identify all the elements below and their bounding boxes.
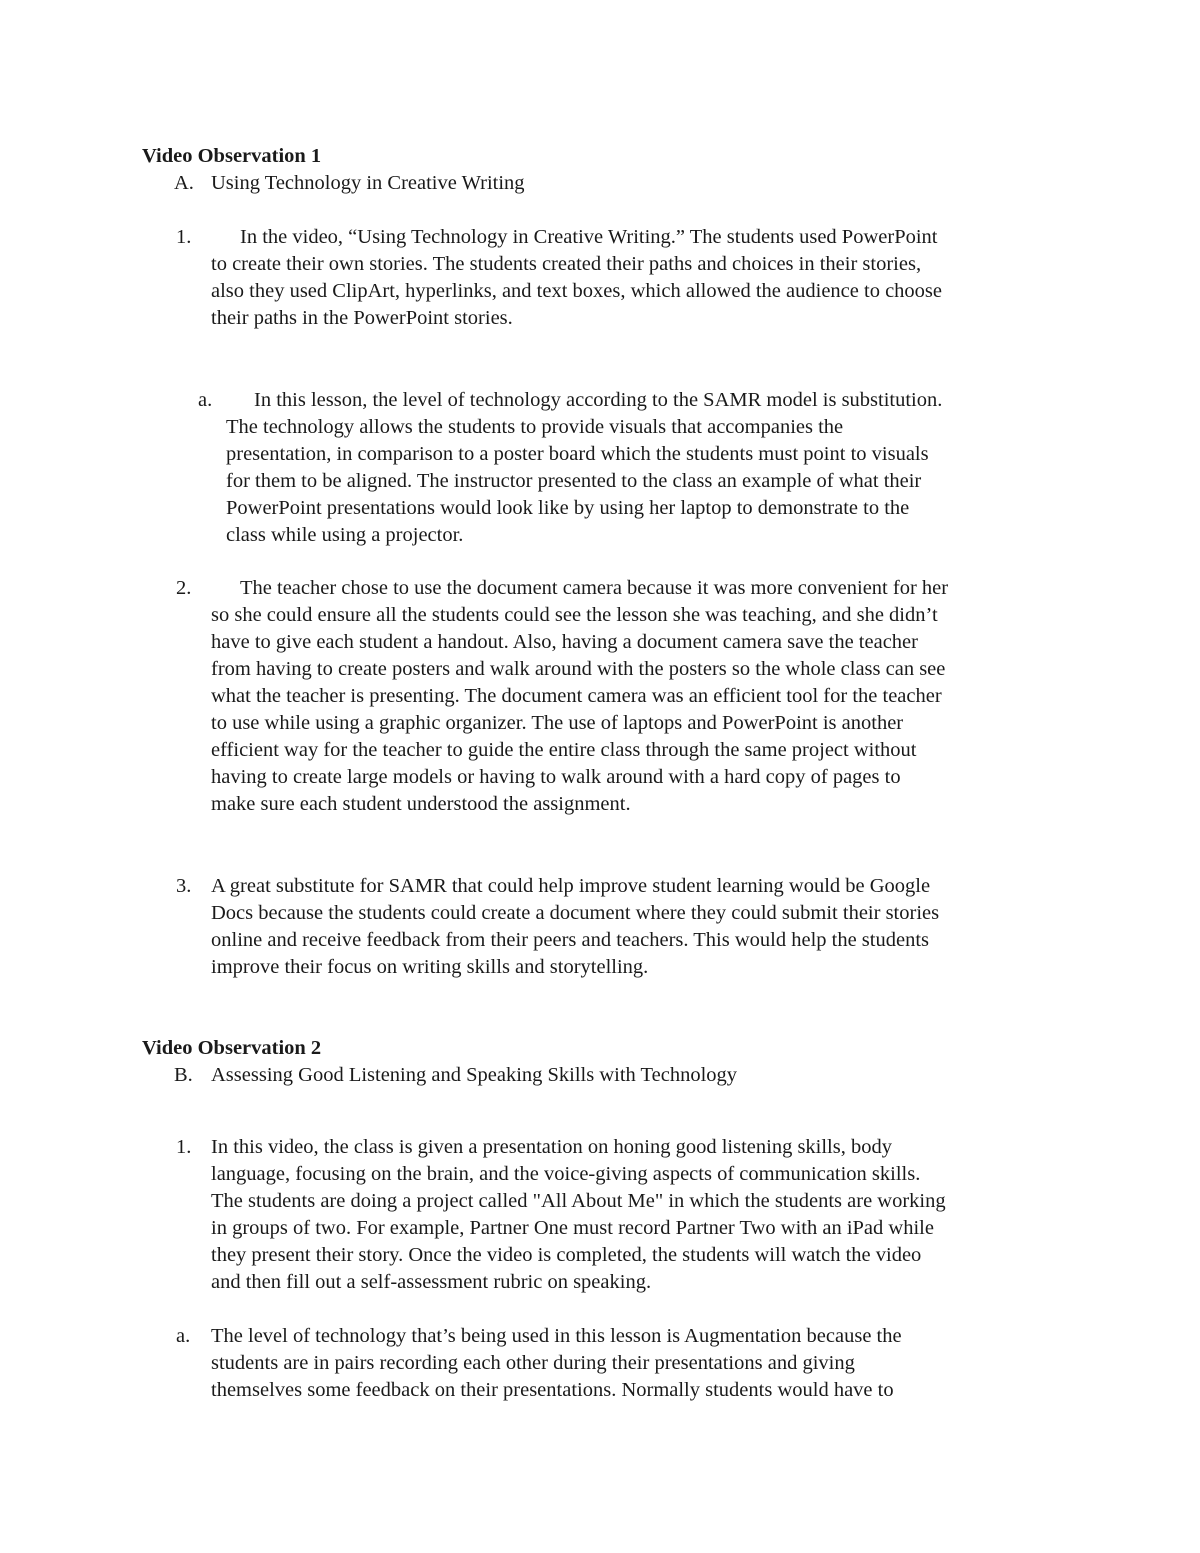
paragraph-line: In the video, “Using Technology in Creative Writing.” The students used PowerPoint [240, 226, 938, 248]
section-outline-title [174, 1062, 737, 1089]
paragraph-line: what the teacher is presenting. The document camera was an efficient tool for the teacher [211, 685, 942, 707]
paragraph-line: In this lesson, the level of technology according to the SAMR model is substitution. [254, 389, 943, 411]
outline-text: Using Technology in Creative Writing [211, 172, 525, 194]
paragraph-line: they present their story. Once the video is completed, the students will watch the video [211, 1244, 922, 1266]
list-marker: a. [176, 1325, 191, 1347]
list-item [176, 873, 1071, 981]
section-heading: Video Observation 1 [142, 145, 322, 167]
list-item [176, 575, 1071, 818]
paragraph-line: improve their focus on writing skills and storytelling. [211, 956, 649, 978]
section-outline-title [174, 170, 525, 197]
paragraph-line: for them to be aligned. The instructor presented to the class an example of what their [226, 470, 922, 492]
list-marker: 2. [176, 577, 192, 599]
paragraph-line: and then fill out a self-assessment rubric on speaking. [211, 1271, 652, 1293]
outline-marker: A. [174, 172, 194, 194]
list-item [176, 1323, 1071, 1404]
paragraph-line: The teacher chose to use the document camera because it was more convenient for her [240, 577, 949, 599]
paragraph-line: their paths in the PowerPoint stories. [211, 307, 513, 329]
paragraph-line: in groups of two. For example, Partner One must record Partner Two with an iPad while [211, 1217, 934, 1239]
outline-marker: B. [174, 1064, 193, 1086]
list-item [198, 387, 1086, 549]
paragraph-line: themselves some feedback on their presentations. Normally students would have to [211, 1379, 894, 1401]
list-marker: 3. [176, 875, 192, 897]
paragraph-line: from having to create posters and walk around with the posters so the whole class can see [211, 658, 946, 680]
paragraph-line: also they used ClipArt, hyperlinks, and text boxes, which allowed the audience to choose [211, 280, 942, 302]
paragraph-line: having to create large models or having to walk around with a hard copy of pages to [211, 766, 901, 788]
paragraph-line: online and receive feedback from their peers and teachers. This would help the students [211, 929, 930, 951]
paragraph-line: language, focusing on the brain, and the voice-giving aspects of communication skills. [211, 1163, 921, 1185]
paragraph-line: The technology allows the students to provide visuals that accompanies the [226, 416, 844, 438]
list-item [176, 224, 1071, 332]
paragraph-line: have to give each student a handout. Also, having a document camera save the teacher [211, 631, 918, 653]
paragraph-line: efficient way for the teacher to guide the entire class through the same project without [211, 739, 917, 761]
paragraph-line: make sure each student understood the assignment. [211, 793, 631, 815]
paragraph-line: class while using a projector. [226, 524, 464, 546]
paragraph-line: so she could ensure all the students could see the lesson she was teaching, and she didn’t [211, 604, 938, 626]
paragraph-line: PowerPoint presentations would look like by using her laptop to demonstrate to the [226, 497, 910, 519]
paragraph-line: to create their own stories. The students created their paths and choices in their stories, [211, 253, 922, 275]
paragraph-line: Docs because the students could create a document where they could submit their stories [211, 902, 940, 924]
list-marker: a. [198, 389, 213, 411]
paragraph-line: presentation, in comparison to a poster board which the students must point to visuals [226, 443, 929, 465]
list-marker: 1. [176, 1136, 192, 1158]
paragraph-line: The level of technology that’s being used in this lesson is Augmentation because the [211, 1325, 902, 1347]
outline-text: Assessing Good Listening and Speaking Skills with Technology [211, 1064, 738, 1086]
paragraph-line: In this video, the class is given a presentation on honing good listening skills, body [211, 1136, 892, 1158]
section-heading: Video Observation 2 [142, 1037, 322, 1059]
paragraph-line: to use while using a graphic organizer. The use of laptops and PowerPoint is another [211, 712, 904, 734]
list-item [176, 1134, 1071, 1296]
paragraph-line: The students are doing a project called "All About Me" in which the students are working [211, 1190, 946, 1212]
paragraph-line: A great substitute for SAMR that could help improve student learning would be Google [211, 875, 931, 897]
list-marker: 1. [176, 226, 192, 248]
paragraph-line: students are in pairs recording each other during their presentations and giving [211, 1352, 855, 1374]
